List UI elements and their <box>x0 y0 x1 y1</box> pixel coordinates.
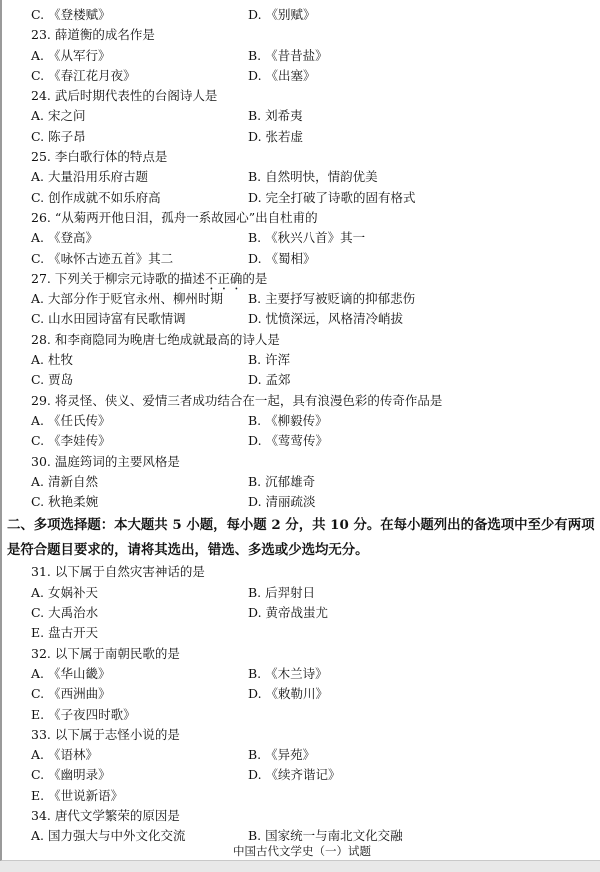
answer-option: A. 杜牧 <box>31 352 73 368</box>
question-stem: 26. “从菊两开他日泪，孤舟一系故园心”出自杜甫的 <box>31 209 318 225</box>
answer-option: B. 刘希夷 <box>248 108 303 124</box>
answer-option: C. 创作成就不如乐府高 <box>31 189 161 205</box>
answer-option: C. 《幽明录》 <box>31 767 111 783</box>
option-row <box>2 46 600 66</box>
answer-option: C. 《李娃传》 <box>31 433 111 449</box>
answer-option: E. 《世说新语》 <box>31 787 124 803</box>
option-row <box>2 684 600 704</box>
exam-content <box>2 5 600 847</box>
answer-option: D. 《蜀相》 <box>248 250 316 266</box>
answer-option: D. 《别赋》 <box>248 7 316 22</box>
option-row <box>2 664 600 684</box>
question-stem: 32. 以下属于南朝民歌的是 <box>31 645 180 661</box>
option-row <box>2 431 600 451</box>
answer-option: B. 《柳毅传》 <box>248 412 328 428</box>
question-stem <box>2 269 600 289</box>
answer-option: D. 《莺莺传》 <box>248 433 329 449</box>
answer-option: B. 《异苑》 <box>248 747 316 763</box>
answer-option: A. 《语林》 <box>31 747 98 763</box>
question-stem: 23. 薛道衡的成名作是 <box>31 27 155 43</box>
answer-option: D. 《续齐谐记》 <box>248 767 341 783</box>
question-stem: 31. 以下属于自然灾害神话的是 <box>31 564 205 580</box>
question-stem: 24. 武后时期代表性的台阁诗人是 <box>31 88 218 104</box>
option-row <box>2 786 600 806</box>
option-row <box>2 765 600 785</box>
option-row <box>2 492 600 512</box>
question-stem: 33. 以下属于志怪小说的是 <box>31 726 180 742</box>
question-stem: 30. 温庭筠词的主要风格是 <box>31 453 180 469</box>
answer-option: C. 贾岛 <box>31 372 74 388</box>
answer-option: D. 张若虚 <box>248 128 304 144</box>
answer-option: C. 《西洲曲》 <box>31 686 111 702</box>
option-row <box>2 188 600 208</box>
option-row <box>2 289 600 309</box>
answer-option: B. 国家统一与南北文化交融 <box>248 828 403 844</box>
option-row <box>2 623 600 643</box>
answer-option: A. 《从军行》 <box>31 47 111 63</box>
option-row <box>2 583 600 603</box>
answer-option: A. 大量沿用乐府古题 <box>31 169 148 185</box>
answer-option: D. 忧愤深远，风格清冷峭拔 <box>248 311 404 327</box>
option-row <box>2 167 600 187</box>
answer-option: D. 《敕勒川》 <box>248 686 329 702</box>
option-row <box>2 66 600 86</box>
answer-option: A. 《华山畿》 <box>31 665 111 681</box>
section-heading: 是符合题目要求的，请将其选出，错选、多选或少选均无分。 <box>7 542 369 559</box>
question-stem: 28. 和李商隐同为晚唐七绝成就最高的诗人是 <box>31 331 280 347</box>
answer-option: C. 《咏怀古迹五首》其二 <box>31 250 174 266</box>
question-stem: 34. 唐代文学繁荣的原因是 <box>31 807 180 823</box>
stem-emphasis: 不正确 <box>204 270 243 286</box>
question-stem: 29. 将灵怪、侠义、爱情三者成功结合在一起，具有浪漫色彩的传奇作品是 <box>31 392 443 408</box>
answer-option: A. 《登高》 <box>31 230 98 246</box>
answer-option: A. 国力强大与中外文化交流 <box>31 828 186 844</box>
answer-option: D. 清丽疏淡 <box>248 494 316 510</box>
answer-option: C. 大禹治水 <box>31 605 99 621</box>
stem-text: 的是 <box>242 270 268 286</box>
answer-option: C. 秋艳柔婉 <box>31 494 99 510</box>
answer-option: E. 盘古开天 <box>31 625 99 641</box>
answer-option: D. 孟郊 <box>248 372 291 388</box>
answer-option: B. 沉郁雄奇 <box>248 473 316 489</box>
question-stem: 25. 李白歌行体的特点是 <box>31 149 168 165</box>
option-row <box>2 603 600 623</box>
answer-option: A. 《任氏传》 <box>31 412 111 428</box>
option-row <box>2 309 600 329</box>
answer-option: D. 黄帝战蚩尤 <box>248 605 329 621</box>
answer-option: A. 清新自然 <box>31 473 98 489</box>
option-row <box>2 350 600 370</box>
section-heading: 二、多项选择题：本大题共 5 小题，每小题 2 分，共 10 分。在每小题列出的备选项中至少有两项 <box>7 517 595 534</box>
option-row <box>2 249 600 269</box>
answer-option: B. 《昔昔盐》 <box>248 47 328 63</box>
answer-option: C. 《春江花月夜》 <box>31 67 136 83</box>
option-row <box>2 127 600 147</box>
page-footer: 中国古代文学史（一）试题 <box>233 844 371 858</box>
answer-option: A. 女娲补天 <box>31 584 98 600</box>
answer-option: C. 陈子昂 <box>31 128 86 144</box>
answer-option: D. 《出塞》 <box>248 67 316 83</box>
stem-text: 27. 下列关于柳宗元诗歌的描述 <box>31 270 205 286</box>
option-row <box>2 411 600 431</box>
answer-option: A. 大部分作于贬官永州、柳州时期 <box>31 291 223 307</box>
option-row <box>2 106 600 126</box>
answer-option: B. 许浑 <box>248 352 291 368</box>
option-row <box>2 472 600 492</box>
answer-option: C. 山水田园诗富有民歌情调 <box>31 311 186 327</box>
option-row <box>2 705 600 725</box>
option-row <box>2 370 600 390</box>
option-row <box>2 5 600 25</box>
answer-option: D. 完全打破了诗歌的固有格式 <box>248 189 416 205</box>
option-row <box>2 228 600 248</box>
option-row <box>2 745 600 765</box>
answer-option: C. 《登楼赋》 <box>31 7 111 22</box>
answer-option: B. 后羿射日 <box>248 584 316 600</box>
answer-option: B. 自然明快，情韵优美 <box>248 169 378 185</box>
answer-option: E. 《子夜四时歌》 <box>31 706 136 722</box>
answer-option: B. 《木兰诗》 <box>248 665 328 681</box>
answer-option: B. 主要抒写被贬谪的抑郁悲伤 <box>248 291 416 307</box>
answer-option: A. 宋之问 <box>31 108 86 124</box>
answer-option: B. 《秋兴八首》其一 <box>248 230 366 246</box>
